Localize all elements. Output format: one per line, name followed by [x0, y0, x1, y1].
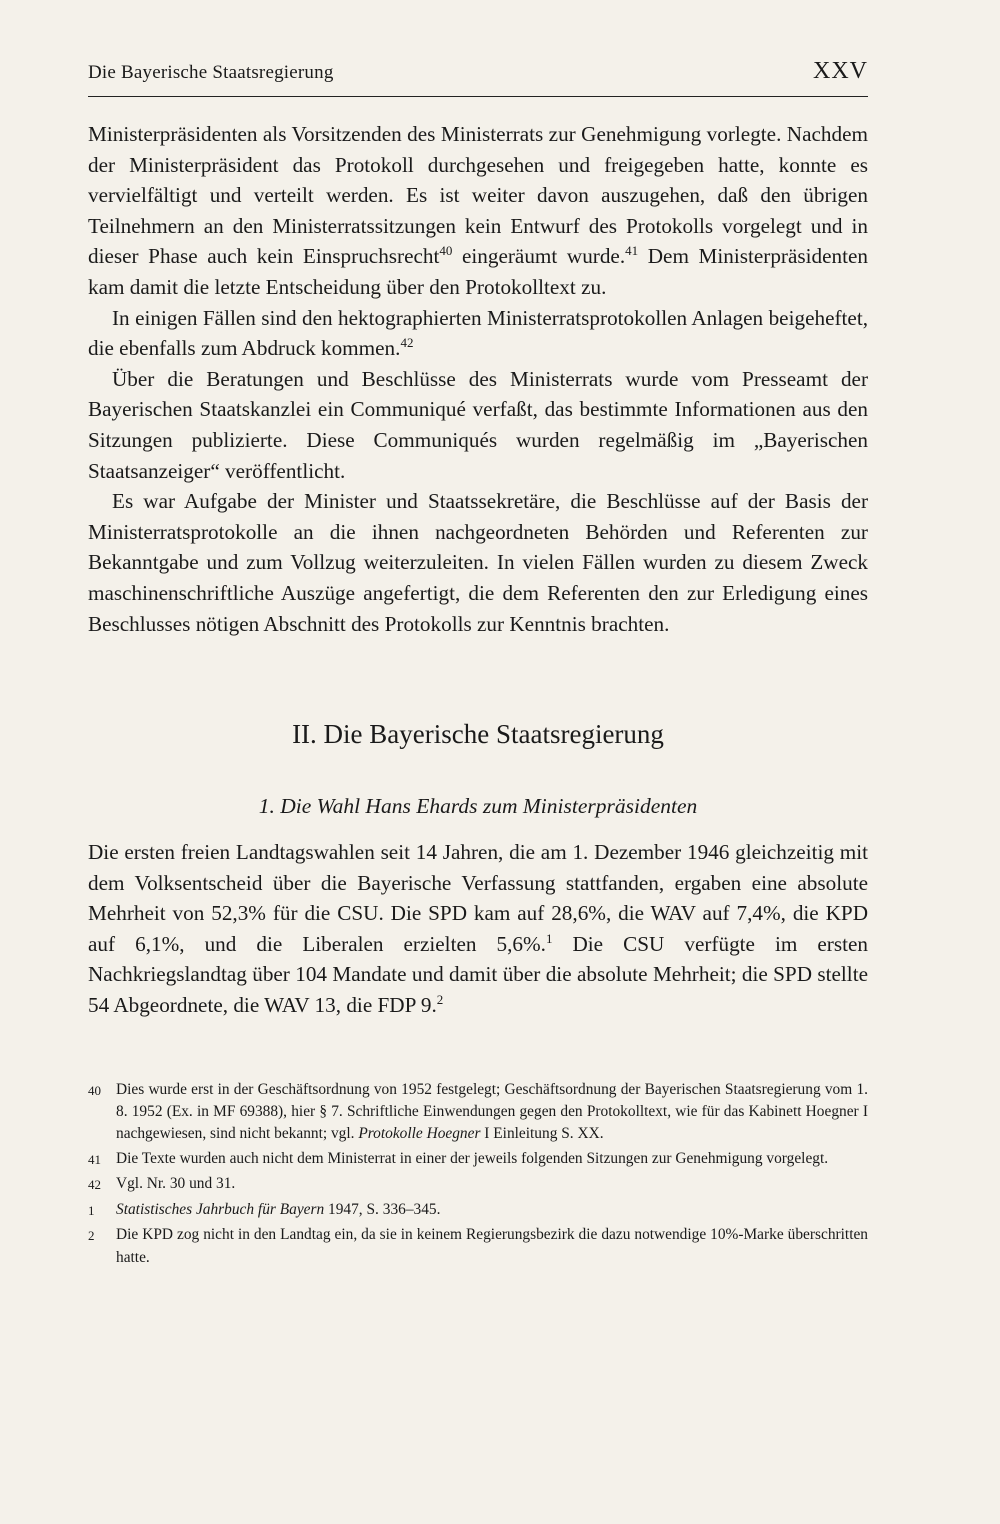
footnote-ref: 2 — [436, 992, 444, 1008]
footnote-text-part: Die KPD zog nicht in den Landtag ein, da sie in keinem Regierungsbezirk die dazu notwendige 10%-Marke überschritten hatte. — [116, 1226, 868, 1266]
sub-heading: 1. Die Wahl Hans Ehards zum Ministerpräsidenten — [258, 794, 698, 819]
footnote-number: 2 — [88, 1228, 95, 1244]
footnote-ref: 41 — [625, 243, 639, 259]
footnote-italic: Statistisches Jahrbuch für Bayern — [116, 1200, 325, 1218]
footnote-ref: 1 — [545, 930, 553, 946]
page-number: XXV — [813, 58, 868, 84]
paragraph: Über die Beratungen und Beschlüsse des Ministerrats wurde vom Presseamt der Bayerischen Staatskanzlei ein Communiqué verfaßt, das bestimmte Informationen aus den Sitzungen publizierte. Diese Communiqués wurden regelmäßig im „Bayerischen Staatsanzeiger“ veröffentlicht. — [88, 366, 868, 483]
paragraph-text: eingeräumt wurde. — [452, 244, 626, 269]
footnote — [88, 1173, 868, 1196]
footnote — [88, 1224, 868, 1269]
footnote — [88, 1079, 868, 1146]
footnote-text-part: 1947, S. 336–345. — [324, 1200, 441, 1218]
running-head-title: Die Bayerische Staatsregierung — [88, 62, 334, 83]
paragraph-text: Dem Ministerpräsidenten kam damit die letzte Entscheidung über den Protokolltext zu. — [88, 244, 868, 299]
footnote-ref: 40 — [439, 243, 453, 259]
footnote-number: 40 — [88, 1082, 101, 1098]
footnote-text-part: I Einleitung S. XX. — [480, 1125, 604, 1143]
footnotes — [88, 1079, 868, 1269]
footnote — [88, 1199, 868, 1222]
footnote-number: 42 — [88, 1177, 101, 1193]
footnote-text — [116, 1148, 868, 1171]
footnote-text — [116, 1173, 868, 1196]
paragraph-text: Die CSU verfügte im ersten Nachkriegslandtag über 104 Mandate und damit über die absolute Mehrheit; die SPD stellte 54 Abgeordnete, die WAV 13, die FDP 9. — [88, 931, 868, 1018]
footnote — [88, 1148, 868, 1171]
body-text-election — [88, 837, 868, 1021]
paragraph-text: Ministerpräsidenten als Vorsitzenden des Ministerrats zur Genehmigung vorlegte. Nachdem der Ministerpräsident das Protokoll durchgesehen und freigegeben hatte, konnte es vervielfältigt und verteilt werden. Es ist weiter davon auszugehen, daß den übrigen Teilnehmern an den Ministerratssitzungen kein Entwurf des Protokolls vorgelegt und in dieser Phase auch kein Einspruchsrecht — [88, 122, 868, 269]
paragraph — [88, 837, 868, 1021]
section-heading: II. Die Bayerische Staatsregierung — [292, 719, 664, 750]
book-page — [88, 58, 868, 1271]
body-text-top — [88, 119, 868, 639]
footnote-text-part: Die Texte wurden auch nicht dem Ministerrat in einer der jeweils folgenden Sitzungen zur Genehmigung vorgelegt. — [116, 1149, 829, 1167]
footnote-number: 41 — [88, 1151, 101, 1167]
footnote-ref: 42 — [400, 335, 414, 351]
footnote-text — [116, 1079, 868, 1146]
paragraph — [88, 119, 868, 303]
paragraph-text: In einigen Fällen sind den hektographierten Ministerratsprotokollen Anlagen beigeheftet, die ebenfalls zum Abdruck kommen. — [88, 305, 868, 361]
paragraph-text: Die ersten freien Landtagswahlen seit 14 Jahren, die am 1. Dezember 1946 gleichzeitig mit dem Volksentscheid über die Bayerische Verfassung stattfanden, ergaben eine absolute Mehrheit von 52,3% für die CSU. Die SPD kam auf 28,6%, die WAV auf 7,4%, die KPD auf 6,1%, und die Liberalen erzielten 5,6%. — [88, 840, 868, 956]
paragraph: Es war Aufgabe der Minister und Staatssekretäre, die Beschlüsse auf der Basis der Ministerratsprotokolle an die ihnen nachgeordneten Behörden und Referenten zur Bekanntgabe und zum Vollzug weiterzuleiten. In vielen Fällen wurden zu diesem Zweck maschinenschriftliche Auszüge angefertigt, die dem Referenten den zur Erledigung eines Beschlusses nötigen Abschnitt des Protokolls zur Kenntnis brachten. — [88, 489, 868, 636]
footnote-number: 1 — [88, 1202, 95, 1218]
footnote-text — [116, 1224, 868, 1269]
footnote-text-part: Vgl. Nr. 30 und 31. — [116, 1175, 236, 1193]
footnote-text — [116, 1199, 868, 1222]
footnote-italic: Protokolle Hoegner — [358, 1125, 481, 1143]
footnote-text-part: Dies wurde erst in der Geschäftsordnung von 1952 festgelegt; Geschäftsordnung der Bayerischen Staatsregierung vom 1. 8. 1952 (Ex. in MF 69388), hier § 7. Schriftliche Einwendungen gegen den Protokolltext, wie für das Kabinett Hoegner I nachgewiesen, sind nicht bekannt; vgl. — [116, 1080, 868, 1143]
paragraph — [88, 303, 868, 364]
running-head — [88, 58, 868, 97]
